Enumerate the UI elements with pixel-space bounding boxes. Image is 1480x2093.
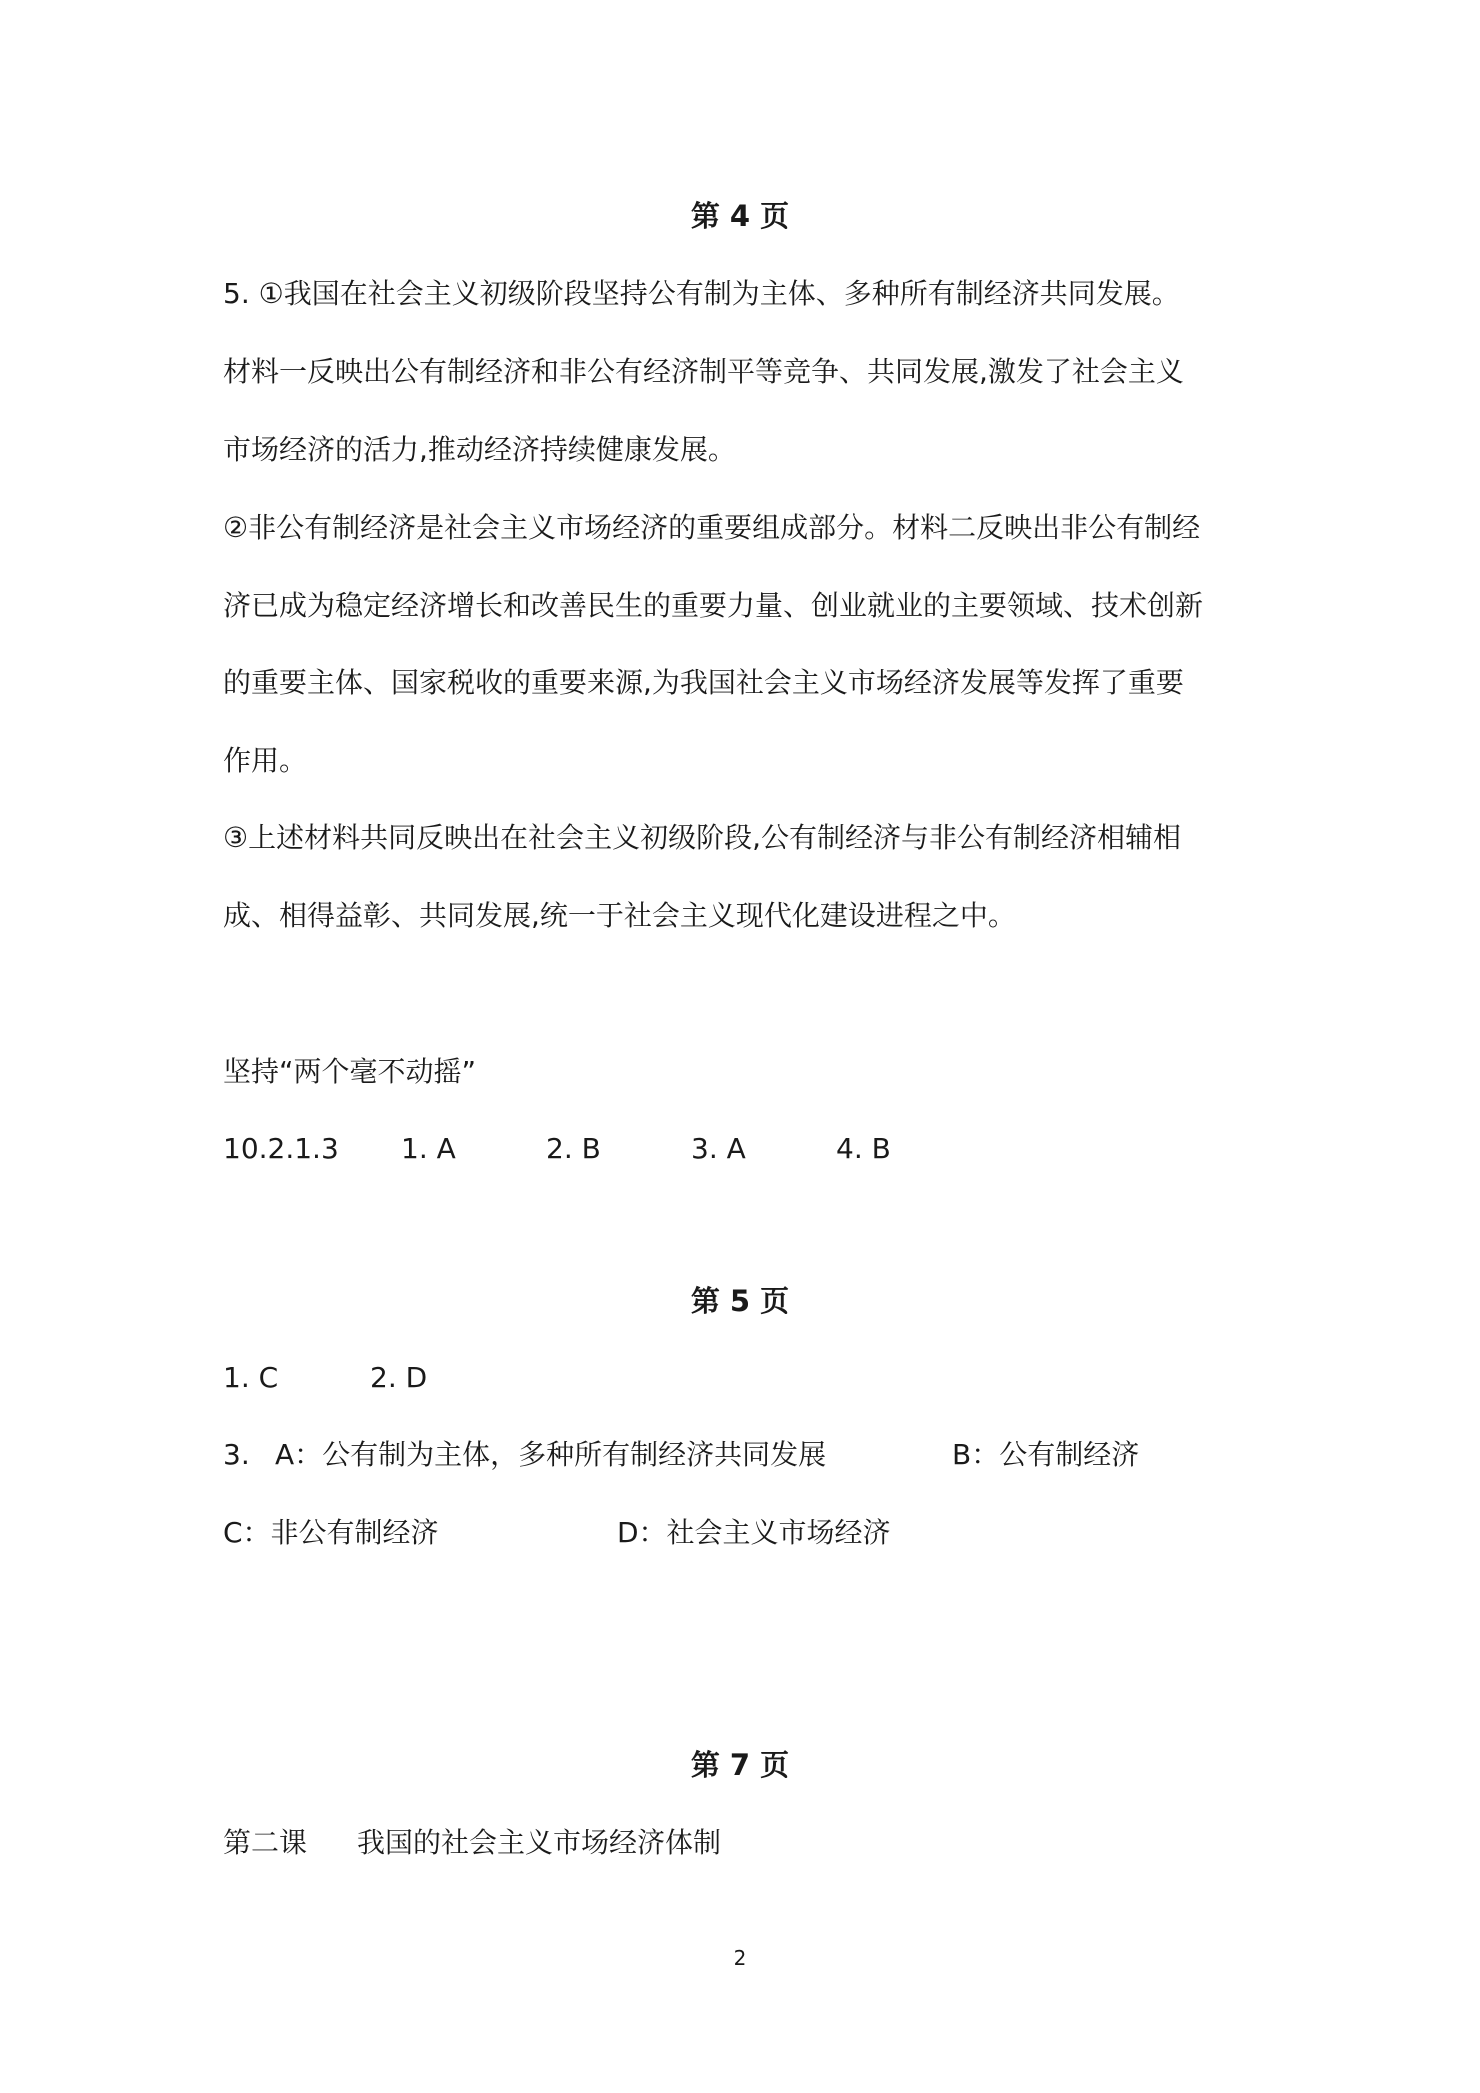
answer-item: 2. D [370, 1361, 428, 1394]
q3-number: 3. [223, 1438, 250, 1471]
page7-heading: 第 7 页 [690, 1748, 790, 1782]
q3-option-c: C：非公有制经济 [223, 1516, 439, 1549]
answer-item: 1. A [401, 1132, 456, 1165]
answer-item: 2. B [546, 1132, 601, 1165]
q5-para3-line2: 成、相得益彰、共同发展,统一于社会主义现代化建设进程之中。 [223, 899, 1016, 932]
q5-para2-line1: ②非公有制经济是社会主义市场经济的重要组成部分。材料二反映出非公有制经 [223, 511, 1201, 544]
q5-para3-line1: ③上述材料共同反映出在社会主义初级阶段,公有制经济与非公有制经济相辅相 [223, 821, 1182, 854]
q3-option-b: B：公有制经济 [952, 1438, 1140, 1471]
page5-heading: 第 5 页 [690, 1284, 790, 1318]
topic-line: 坚持“两个毫不动摇” [223, 1055, 477, 1088]
lesson-label: 第二课 [223, 1826, 308, 1859]
lesson-title: 我国的社会主义市场经济体制 [357, 1826, 722, 1859]
answer-item: 1. C [223, 1361, 279, 1394]
page4-heading: 第 4 页 [690, 199, 790, 233]
q5-para2-line2: 济已成为稳定经济增长和改善民生的重要力量、创业就业的主要领域、技术创新 [223, 589, 1204, 622]
q5-para1-line1: 5. ①我国在社会主义初级阶段坚持公有制为主体、多种所有制经济共同发展。 [223, 277, 1180, 310]
q3-option-d: D：社会主义市场经济 [617, 1516, 891, 1549]
page-number: 2 [733, 1946, 747, 1970]
q5-para1-line2: 材料一反映出公有制经济和非公有经济制平等竞争、共同发展,激发了社会主义 [223, 355, 1184, 388]
section-number: 10.2.1.3 [223, 1132, 339, 1165]
answer-item: 4. B [836, 1132, 891, 1165]
q5-para2-line4: 作用。 [223, 744, 308, 777]
q5-para1-line3: 市场经济的活力,推动经济持续健康发展。 [223, 433, 736, 466]
answer-item: 3. A [691, 1132, 746, 1165]
q3-option-a: A：公有制为主体，多种所有制经济共同发展 [275, 1438, 827, 1471]
q5-para2-line3: 的重要主体、国家税收的重要来源,为我国社会主义市场经济发展等发挥了重要 [223, 666, 1184, 699]
